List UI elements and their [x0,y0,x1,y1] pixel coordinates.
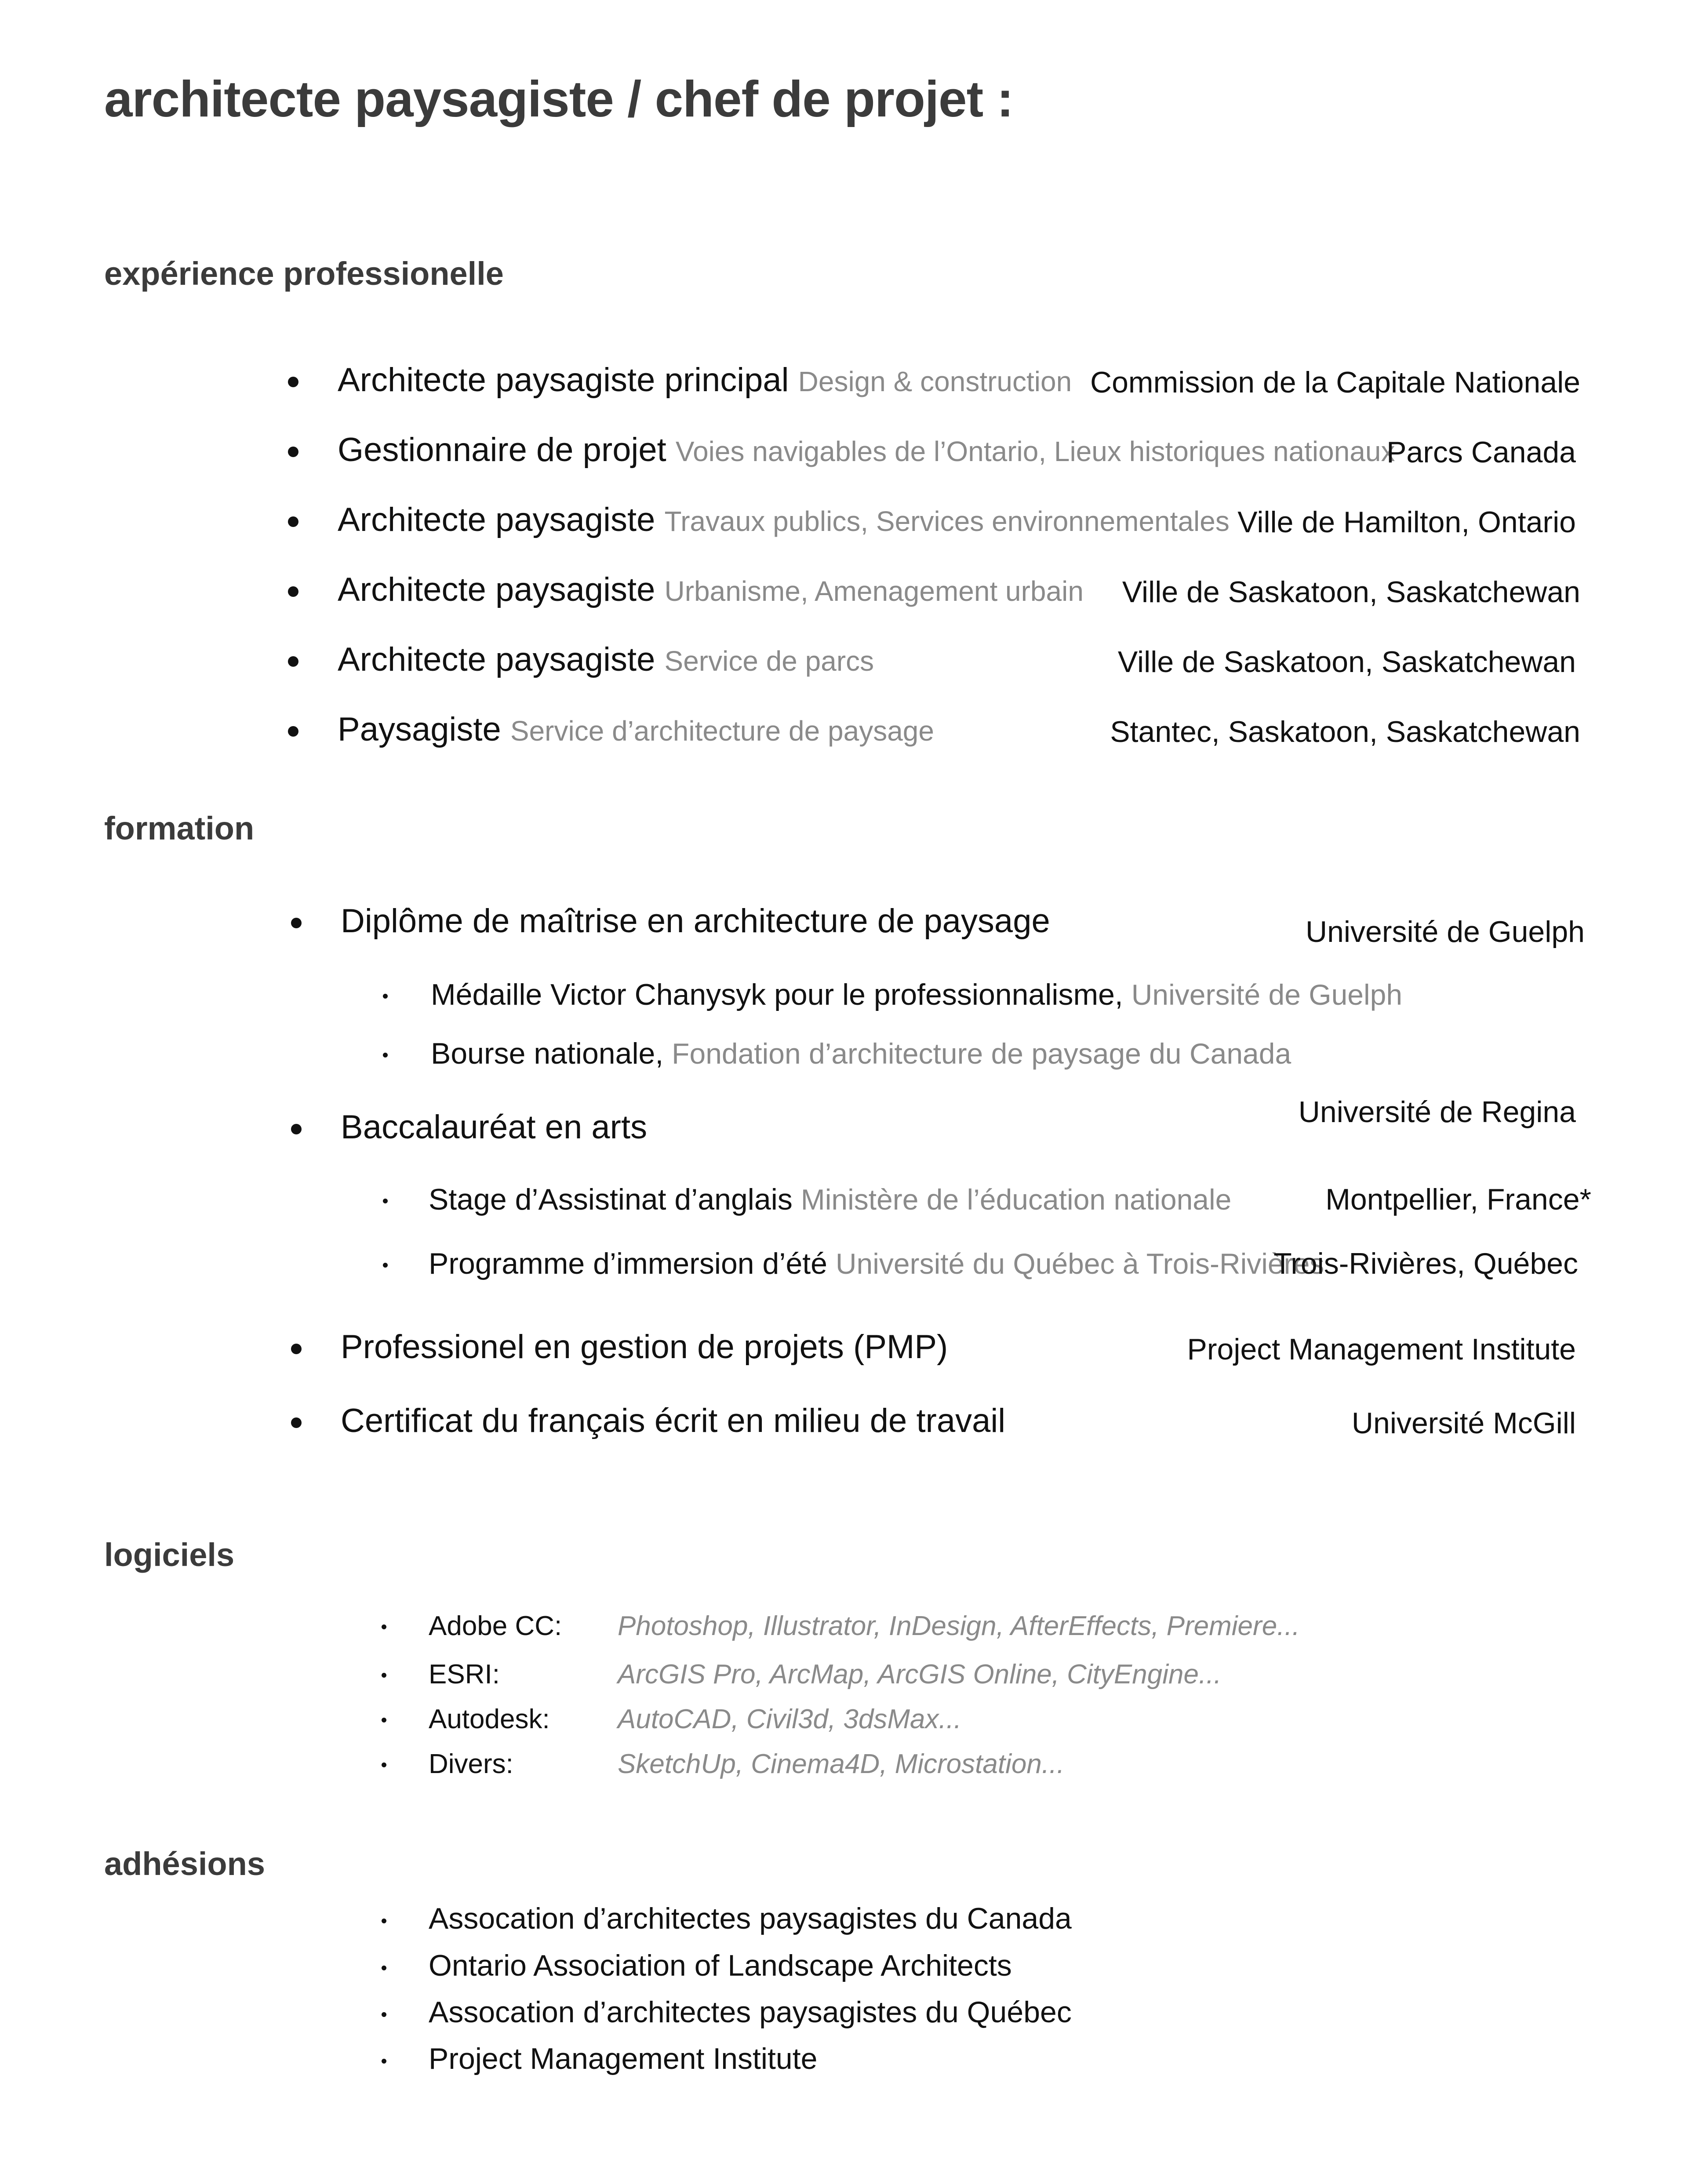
software-items: SketchUp, Cinema4D, Microstation... [618,1749,1065,1779]
bullet-icon [291,1344,302,1354]
bullet-icon [382,1718,386,1722]
program-desc: Université du Québec à Trois-Rivières [835,1247,1324,1280]
degree-title: Diplôme de maîtrise en architecture de paysage [341,902,1050,940]
bullet-icon [382,1966,386,1970]
bullet-icon [288,516,298,527]
certification-title: Professionel en gestion de projets (PMP) [341,1328,948,1366]
bullet-icon [382,2059,386,2064]
bullet-icon [382,1762,386,1767]
bullet-icon [383,994,388,999]
bullet-icon [383,1263,388,1268]
section-heading-formation: formation [104,810,255,847]
section-heading-logiciels: logiciels [104,1537,235,1573]
software-items: AutoCAD, Civil3d, 3dsMax... [618,1704,962,1734]
membership-item: Assocation d’architectes paysagistes du Québec [429,1995,1072,2029]
program-desc: Ministère de l’éducation nationale [800,1183,1232,1216]
award-desc: Université de Guelph [1131,978,1403,1011]
bullet-icon [291,1417,302,1428]
experience-role: Gestionnaire de projet [338,431,666,469]
software-vendor: Divers: [429,1749,513,1779]
experience-role: Architecte paysagiste [338,571,655,608]
membership-item: Assocation d’architectes paysagistes du Canada [429,1902,1072,1935]
experience-desc: Voies navigables de l’Ontario, Lieux historiques nationaux [675,436,1395,467]
bullet-icon [383,1053,388,1057]
bullet-icon [288,726,298,737]
degree-title: Baccalauréat en arts [341,1108,648,1146]
experience-desc: Travaux publics, Services environnementales [664,505,1230,537]
degree-org: Université de Guelph [1305,915,1585,948]
bullet-icon [383,1199,388,1203]
bullet-icon [382,1673,386,1678]
award-label: Bourse nationale, [431,1037,664,1070]
software-vendor: Adobe CC: [429,1611,562,1641]
experience-org: Ville de Hamilton, Ontario [1237,505,1576,539]
experience-role: Architecte paysagiste [338,501,655,538]
membership-item: Ontario Association of Landscape Architects [429,1949,1012,1982]
experience-desc: Service d’architecture de paysage [510,715,934,747]
experience-role: Paysagiste [338,711,501,748]
software-items: Photoshop, Illustrator, InDesign, AfterEffects, Premiere... [618,1611,1300,1641]
experience-org: Ville de Saskatoon, Saskatchewan [1122,575,1580,609]
program-location: Montpellier, France* [1325,1183,1591,1216]
bullet-icon [288,447,298,457]
experience-desc: Urbanisme, Amenagement urbain [664,575,1084,607]
bullet-icon [291,1124,302,1134]
program-label: Stage d’Assistinat d’anglais [429,1183,793,1216]
experience-org: Parcs Canada [1386,436,1576,469]
membership-item: Project Management Institute [429,2042,818,2075]
degree-org: Université de Regina [1298,1095,1576,1129]
program-location: Trois-Rivières, Québec [1273,1247,1578,1280]
bullet-icon [288,377,298,387]
experience-desc: Service de parcs [664,645,874,677]
experience-org: Stantec, Saskatoon, Saskatchewan [1110,715,1580,749]
bullet-icon [382,1624,386,1629]
certification-org: Project Management Institute [1187,1333,1576,1366]
bullet-icon [288,656,298,667]
section-heading-experience: expérience professionelle [104,255,504,292]
experience-desc: Design & construction [798,366,1072,397]
program-label: Programme d’immersion d’été [429,1247,827,1280]
software-vendor: ESRI: [429,1659,500,1690]
bullet-icon [382,2012,386,2017]
certification-title: Certificat du français écrit en milieu de travail [341,1402,1006,1439]
experience-org: Ville de Saskatoon, Saskatchewan [1117,645,1576,679]
experience-org: Commission de la Capitale Nationale [1090,366,1580,399]
bullet-icon [382,1919,386,1923]
bullet-icon [288,586,298,597]
bullet-icon [291,918,302,928]
software-vendor: Autodesk: [429,1704,550,1734]
experience-role: Architecte paysagiste [338,641,655,678]
experience-role: Architecte paysagiste principal [338,361,789,399]
page-title: architecte paysagiste / chef de projet : [104,70,1014,127]
certification-org: Université McGill [1351,1406,1576,1440]
award-desc: Fondation d’architecture de paysage du Canada [672,1037,1291,1070]
software-items: ArcGIS Pro, ArcMap, ArcGIS Online, CityEngine... [618,1659,1222,1690]
award-label: Médaille Victor Chanysyk pour le professionnalisme, [431,978,1123,1011]
section-heading-adhesions: adhésions [104,1846,265,1882]
